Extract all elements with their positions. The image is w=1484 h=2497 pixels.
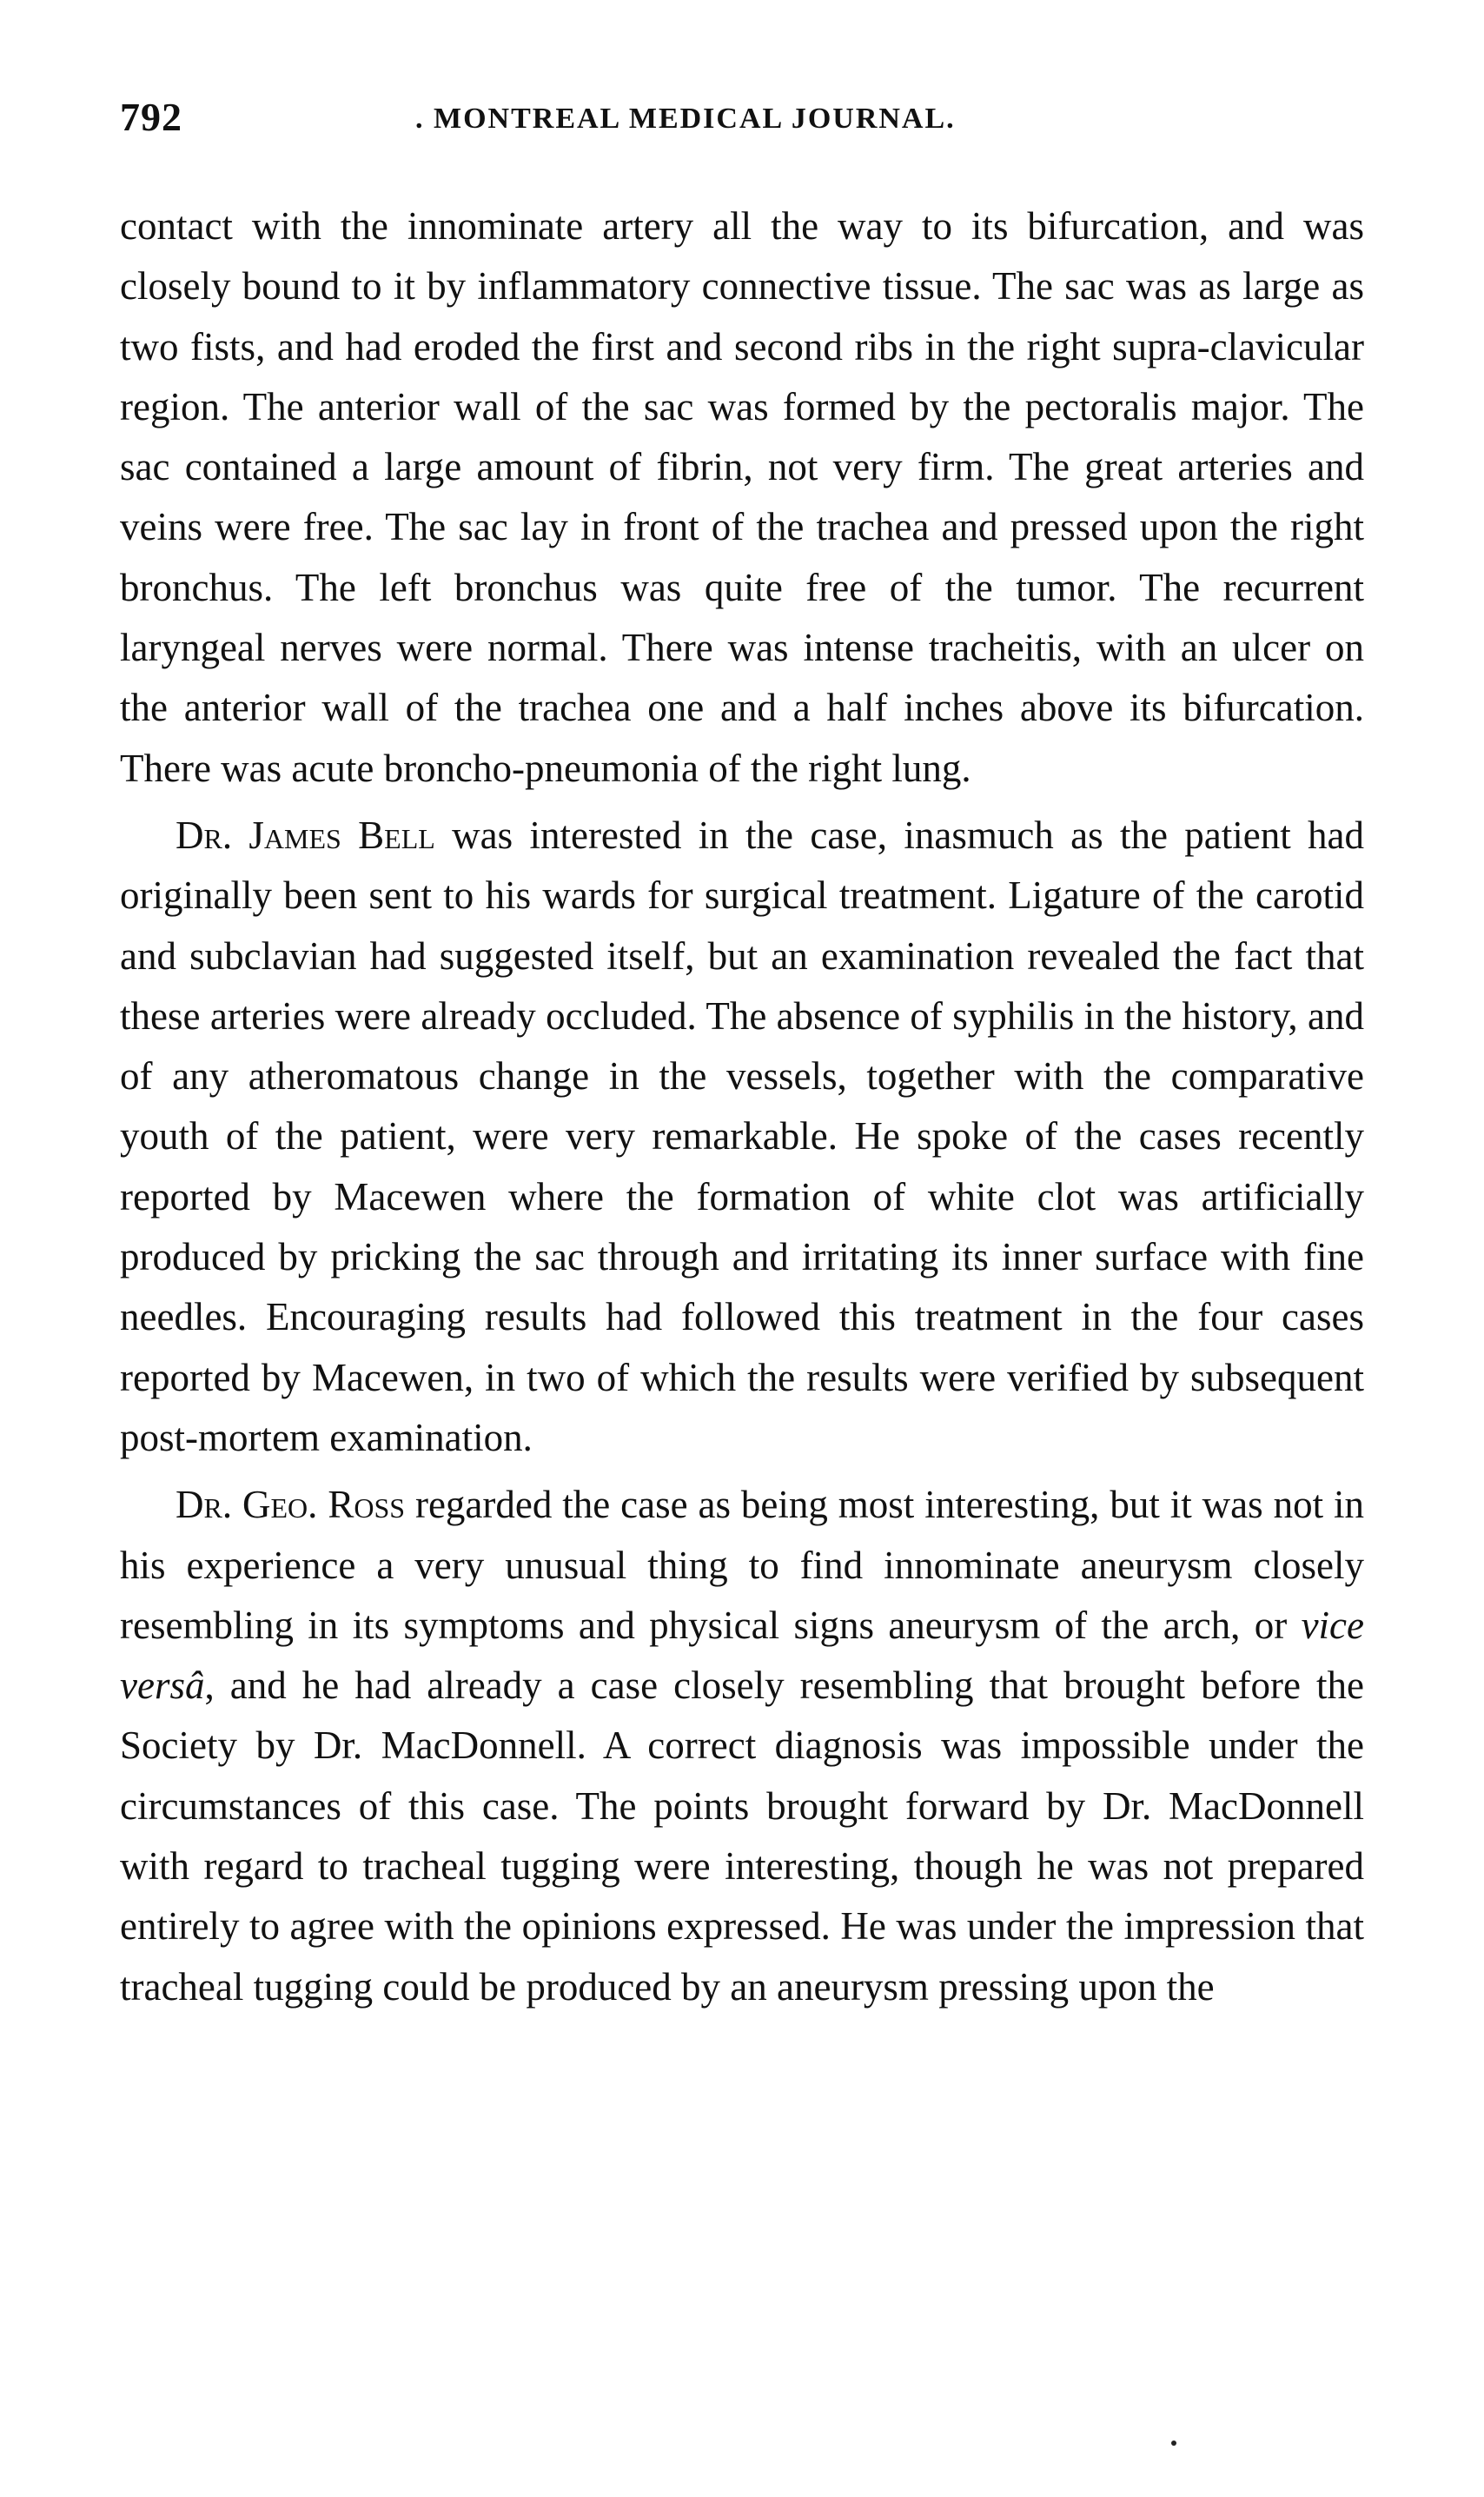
latin-phrase: vice versâ [120, 1603, 1364, 1708]
ink-speck [1171, 2441, 1176, 2446]
paragraph-text: was interested in the case, inasmuch as the patient had originally been sent to his wards for surgical treatment. Ligature of the carotid and subclavian had suggested itself, but an examination revealed the fact that these arteries were already occluded. The absence of syphilis in the history, and of any atheromatous change in the vessels, together with the comparative youth of the patient, were very remarkable. He spoke of the cases recently reported by Macewen where the formation of white clot was artificially produced by pricking the sac through and irritating its inner surface with fine needles. Encouraging results had followed this treatment in the four cases reported by Macewen, in two of which the results were verified by subsequent post-mortem examination. [120, 813, 1365, 1459]
article-body [120, 196, 1364, 2017]
paragraph-text: , and he had already a case closely resembling that brought before the Society by Dr. MacDonnell. A correct diagnosis was impossible under the circumstances of this case. The points brought forward by Dr. MacDonnell with regard to tracheal tugging were interesting, though he was not prepared entirely to agree with the opinions expressed. He was under the impression that tracheal tugging could be produced by an aneurysm pressing upon the [120, 1664, 1364, 2009]
paragraph-ross-remarks [120, 1475, 1364, 2017]
page-header [120, 94, 1371, 146]
speaker-name: Dr. James Bell [176, 813, 435, 857]
paragraph-bell-remarks [120, 806, 1364, 1468]
paragraph-autopsy-findings: contact with the innominate artery all the way to its bifurcation, and was closely bound to it by inflammatory connective tissue. The sac was as large as two fists, and had eroded the first and second ribs in the right supra-clavicular region. The anterior wall of the sac was formed by the pectoralis major. The sac contained a large amount of fibrin, not very firm. The great arteries and veins were free. The sac lay in front of the trachea and pressed upon the right bronchus. The left bronchus was quite free of the tumor. The recurrent laryngeal nerves were normal. There was intense tracheitis, with an ulcer on the anterior wall of the trachea one and a half inches above its bifurcation. There was acute broncho-pneumonia of the right lung. [120, 204, 1364, 790]
paragraph-text: regarded the case as being most interesting, but it was not in his experience a very unusual thing to find innominate aneurysm closely resembling in its symptoms and physical signs aneurysm of the arch, or [120, 1483, 1364, 1647]
page-number: 792 [120, 95, 182, 139]
speaker-name: Dr. Geo. Ross [176, 1483, 406, 1527]
running-head: . MONTREAL MEDICAL JOURNAL. [415, 103, 956, 135]
